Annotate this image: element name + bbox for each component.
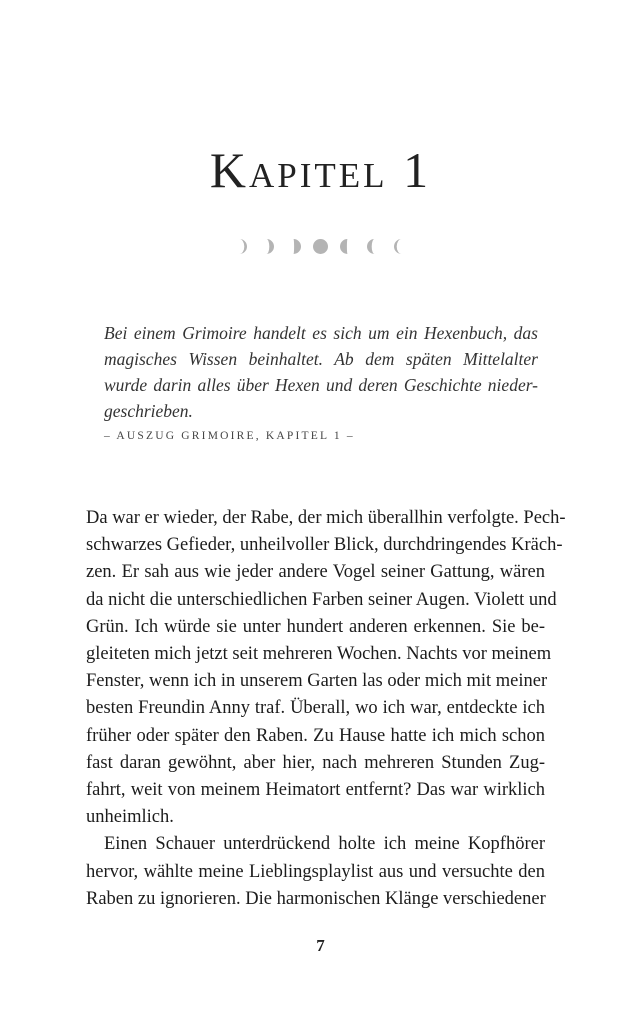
waxing-gibbous-moon-icon: [366, 238, 383, 255]
chapter-title: Kapitel 1: [209, 142, 432, 198]
epigraph-line: wurde darin alles über Hexen und deren Geschichte nieder-: [104, 375, 538, 395]
body-line: fast daran gewöhnt, aber hier, nach mehreren Stunden Zug-: [86, 752, 545, 773]
waning-gibbous-moon-icon: [258, 238, 275, 255]
moon-phase-ornament: [0, 238, 641, 258]
body-line: hervor, wählte meine Lieblingsplaylist aus und versuchte den: [86, 861, 545, 882]
epigraph-line: magisches Wissen beinhaltet. Ab dem späten Mittelalter: [104, 349, 538, 369]
body-line: zen. Er sah aus wie jeder andere Vogel seiner Gattung, wären: [86, 562, 545, 583]
epigraph: [104, 320, 538, 424]
epigraph-line: Bei einem Grimoire handelt es sich um ein Hexenbuch, das: [104, 323, 538, 343]
body-line: Einen Schauer unterdrückend holte ich meine Kopfhörer: [104, 834, 545, 855]
body-line: Da war er wieder, der Rabe, der mich überallhin verfolgte. Pech-: [86, 508, 566, 528]
body-line: fahrt, weit von meinem Heimatort entfernt? Das war wirklich: [86, 780, 545, 801]
waning-crescent-moon-icon: [231, 238, 248, 255]
body-line: Raben zu ignorieren. Die harmonischen Klänge verschiedener: [86, 888, 546, 909]
body-line: da nicht die unterschiedlichen Farben seiner Augen. Violett und: [86, 589, 557, 610]
full-moon-icon: [312, 238, 329, 255]
body-line: gleiteten mich jetzt seit mehreren Wochen. Nachts vor meinem: [86, 644, 552, 665]
first-quarter-moon-icon: [339, 238, 356, 255]
body-line: Fenster, wenn ich in unserem Garten las oder mich mit meiner: [86, 671, 548, 692]
epigraph-line: geschrieben.: [104, 401, 193, 421]
waxing-crescent-moon-icon: [393, 238, 410, 255]
body-line: besten Freundin Anny traf. Überall, wo ich war, entdeckte ich: [86, 698, 545, 719]
body-line: unheimlich.: [86, 807, 174, 828]
body-text: [86, 505, 566, 913]
epigraph-source: – AUSZUG GRIMOIRE, KAPITEL 1 –: [104, 430, 355, 442]
body-line: früher oder später den Raben. Zu Hause hatte ich mich schon: [86, 725, 545, 746]
body-line: Grün. Ich würde sie unter hundert anderen erkennen. Sie be-: [86, 616, 545, 637]
last-quarter-moon-icon: [285, 238, 302, 255]
body-line: schwarzes Gefieder, unheilvoller Blick, durchdringendes Kräch-: [86, 535, 563, 556]
page-number: 7: [316, 936, 325, 955]
